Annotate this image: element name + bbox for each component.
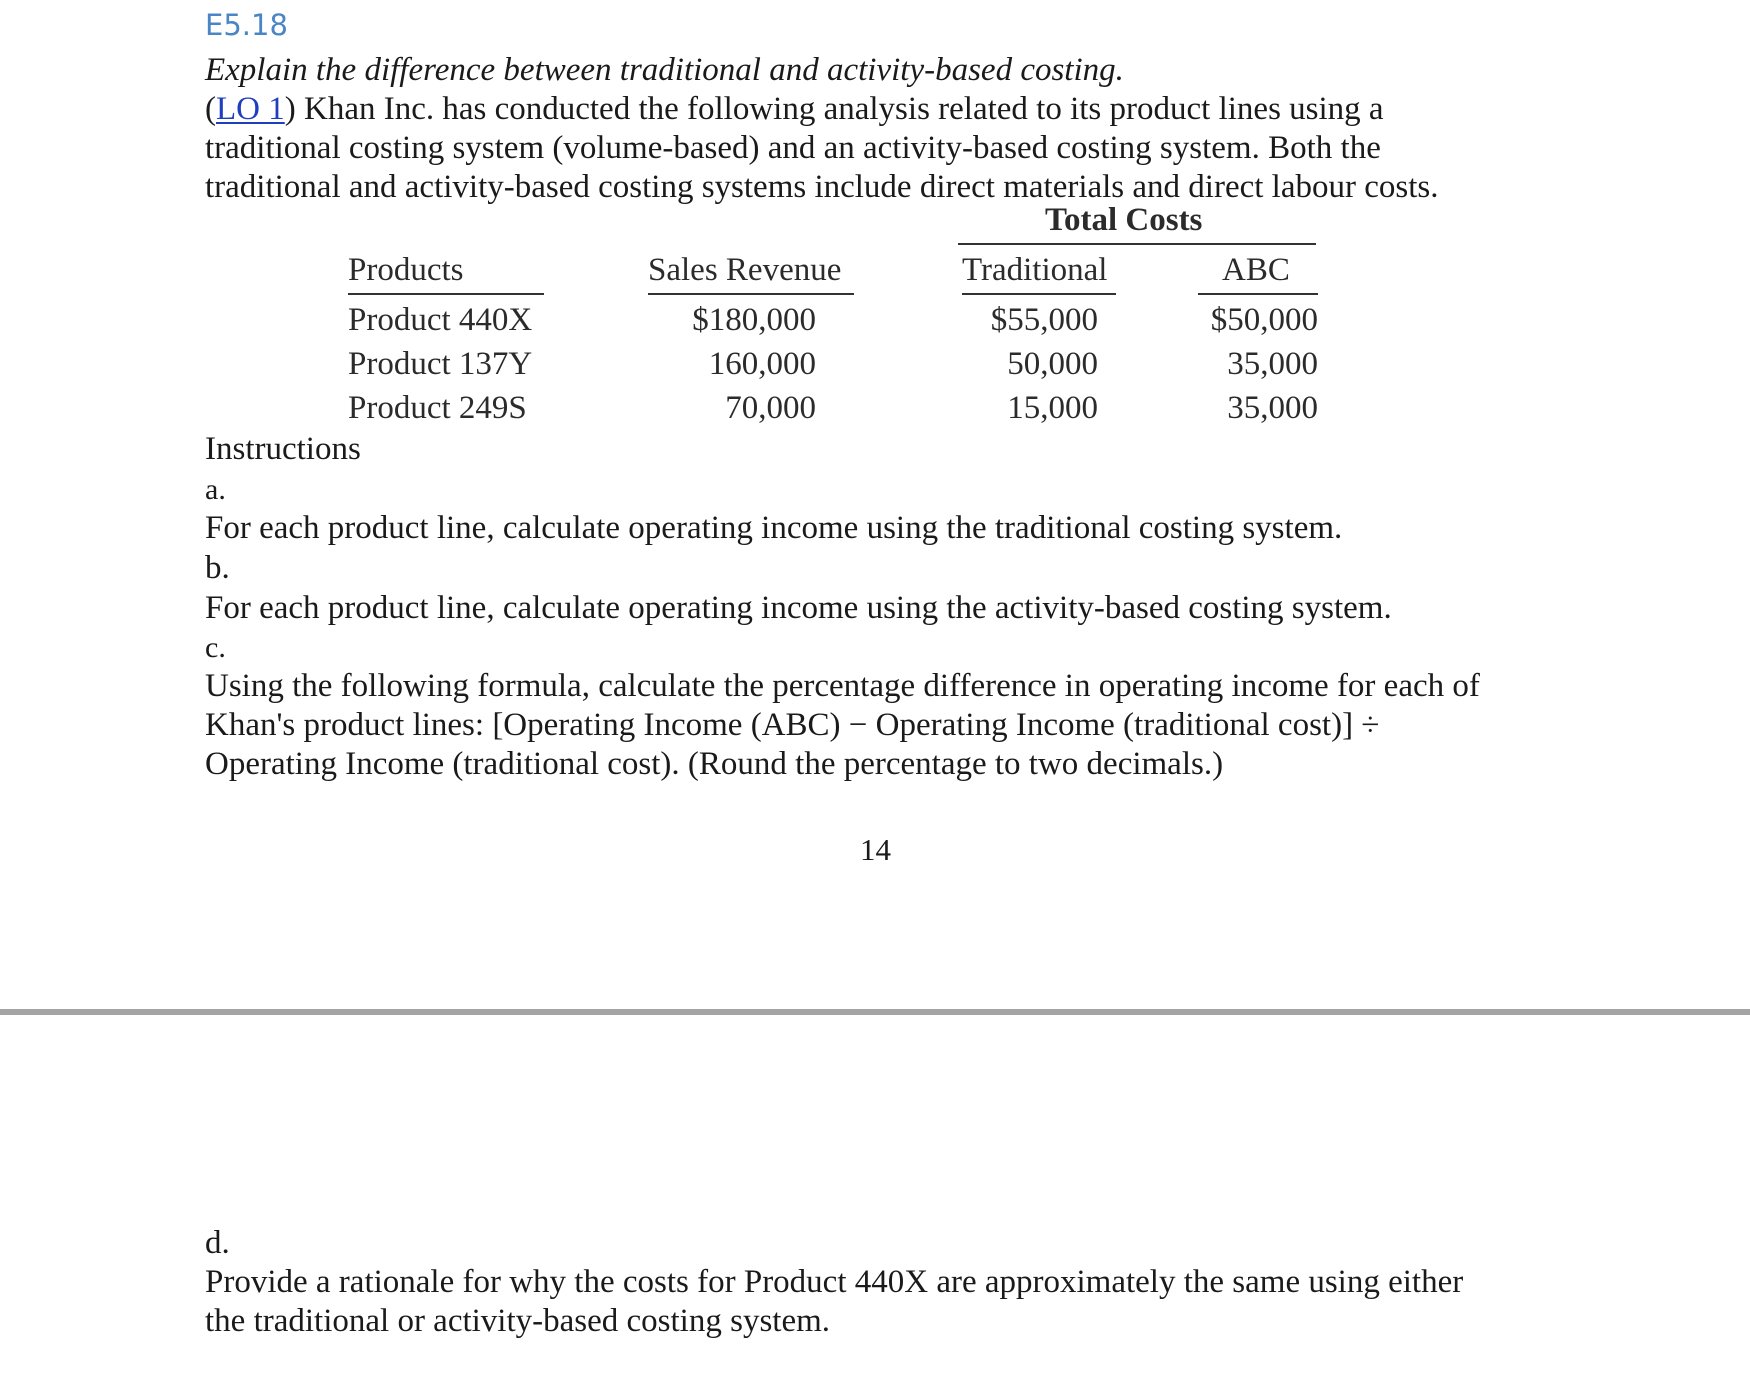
instruction-d-line-2: the traditional or activity-based costing system.	[205, 1303, 831, 1339]
total-costs-rule	[958, 243, 1316, 245]
traditional-header-rule	[962, 293, 1116, 295]
intro-line-3: traditional and activity-based costing systems include direct materials and direct labour costs.	[205, 169, 1439, 205]
table-row-product: Product 440X	[348, 302, 533, 338]
question-text: Explain the difference between traditional and activity-based costing.	[205, 52, 1124, 88]
page-number: 14	[860, 832, 891, 867]
col-header-products: Products	[348, 252, 464, 288]
instructions-heading: Instructions	[205, 431, 361, 467]
table-row-abc: $50,000	[1210, 302, 1318, 338]
instruction-b-label: b.	[205, 550, 230, 586]
exercise-id: E5.18	[205, 8, 288, 42]
total-costs-header: Total Costs	[1045, 202, 1203, 238]
col-header-sales-revenue: Sales Revenue	[648, 252, 842, 288]
table-row-abc: 35,000	[1227, 346, 1318, 382]
intro-line-1	[205, 90, 1384, 129]
abc-header-rule	[1198, 293, 1318, 295]
lo-open: (	[205, 91, 216, 127]
table-row-traditional: 15,000	[1007, 390, 1098, 426]
table-row-traditional: $55,000	[990, 302, 1098, 338]
instruction-d-line-1: Provide a rationale for why the costs for Product 440X are approximately the same using either	[205, 1264, 1464, 1300]
intro-line-1-rest: ) Khan Inc. has conducted the following analysis related to its product lines using a	[284, 91, 1384, 127]
instruction-d-label: d.	[205, 1225, 230, 1261]
lo-link[interactable]: LO 1	[216, 91, 285, 127]
col-header-traditional: Traditional	[962, 252, 1108, 288]
page-divider	[0, 1009, 1750, 1015]
table-row-product: Product 249S	[348, 390, 527, 426]
table-row-traditional: 50,000	[1007, 346, 1098, 382]
instruction-c-line-2: Khan's product lines: [Operating Income (ABC) − Operating Income (traditional cost)] ÷	[205, 707, 1380, 743]
sales-header-rule	[648, 293, 854, 295]
products-header-rule	[348, 293, 544, 295]
table-row-sales-revenue: 160,000	[708, 346, 816, 382]
instruction-c-label: c.	[205, 631, 226, 664]
table-row-abc: 35,000	[1227, 390, 1318, 426]
table-row-sales-revenue: $180,000	[692, 302, 816, 338]
col-header-abc: ABC	[1222, 252, 1290, 288]
intro-line-2: traditional costing system (volume-based) and an activity-based costing system. Both the	[205, 130, 1381, 166]
instruction-a-label: a.	[205, 473, 226, 506]
instruction-a-text: For each product line, calculate operating income using the traditional costing system.	[205, 510, 1343, 546]
instruction-c-line-1: Using the following formula, calculate the percentage difference in operating income for each of	[205, 668, 1480, 704]
instruction-c-line-3: Operating Income (traditional cost). (Round the percentage to two decimals.)	[205, 746, 1224, 782]
table-row-product: Product 137Y	[348, 346, 533, 382]
instruction-b-text: For each product line, calculate operating income using the activity-based costing system.	[205, 590, 1392, 626]
table-row-sales-revenue: 70,000	[725, 390, 816, 426]
